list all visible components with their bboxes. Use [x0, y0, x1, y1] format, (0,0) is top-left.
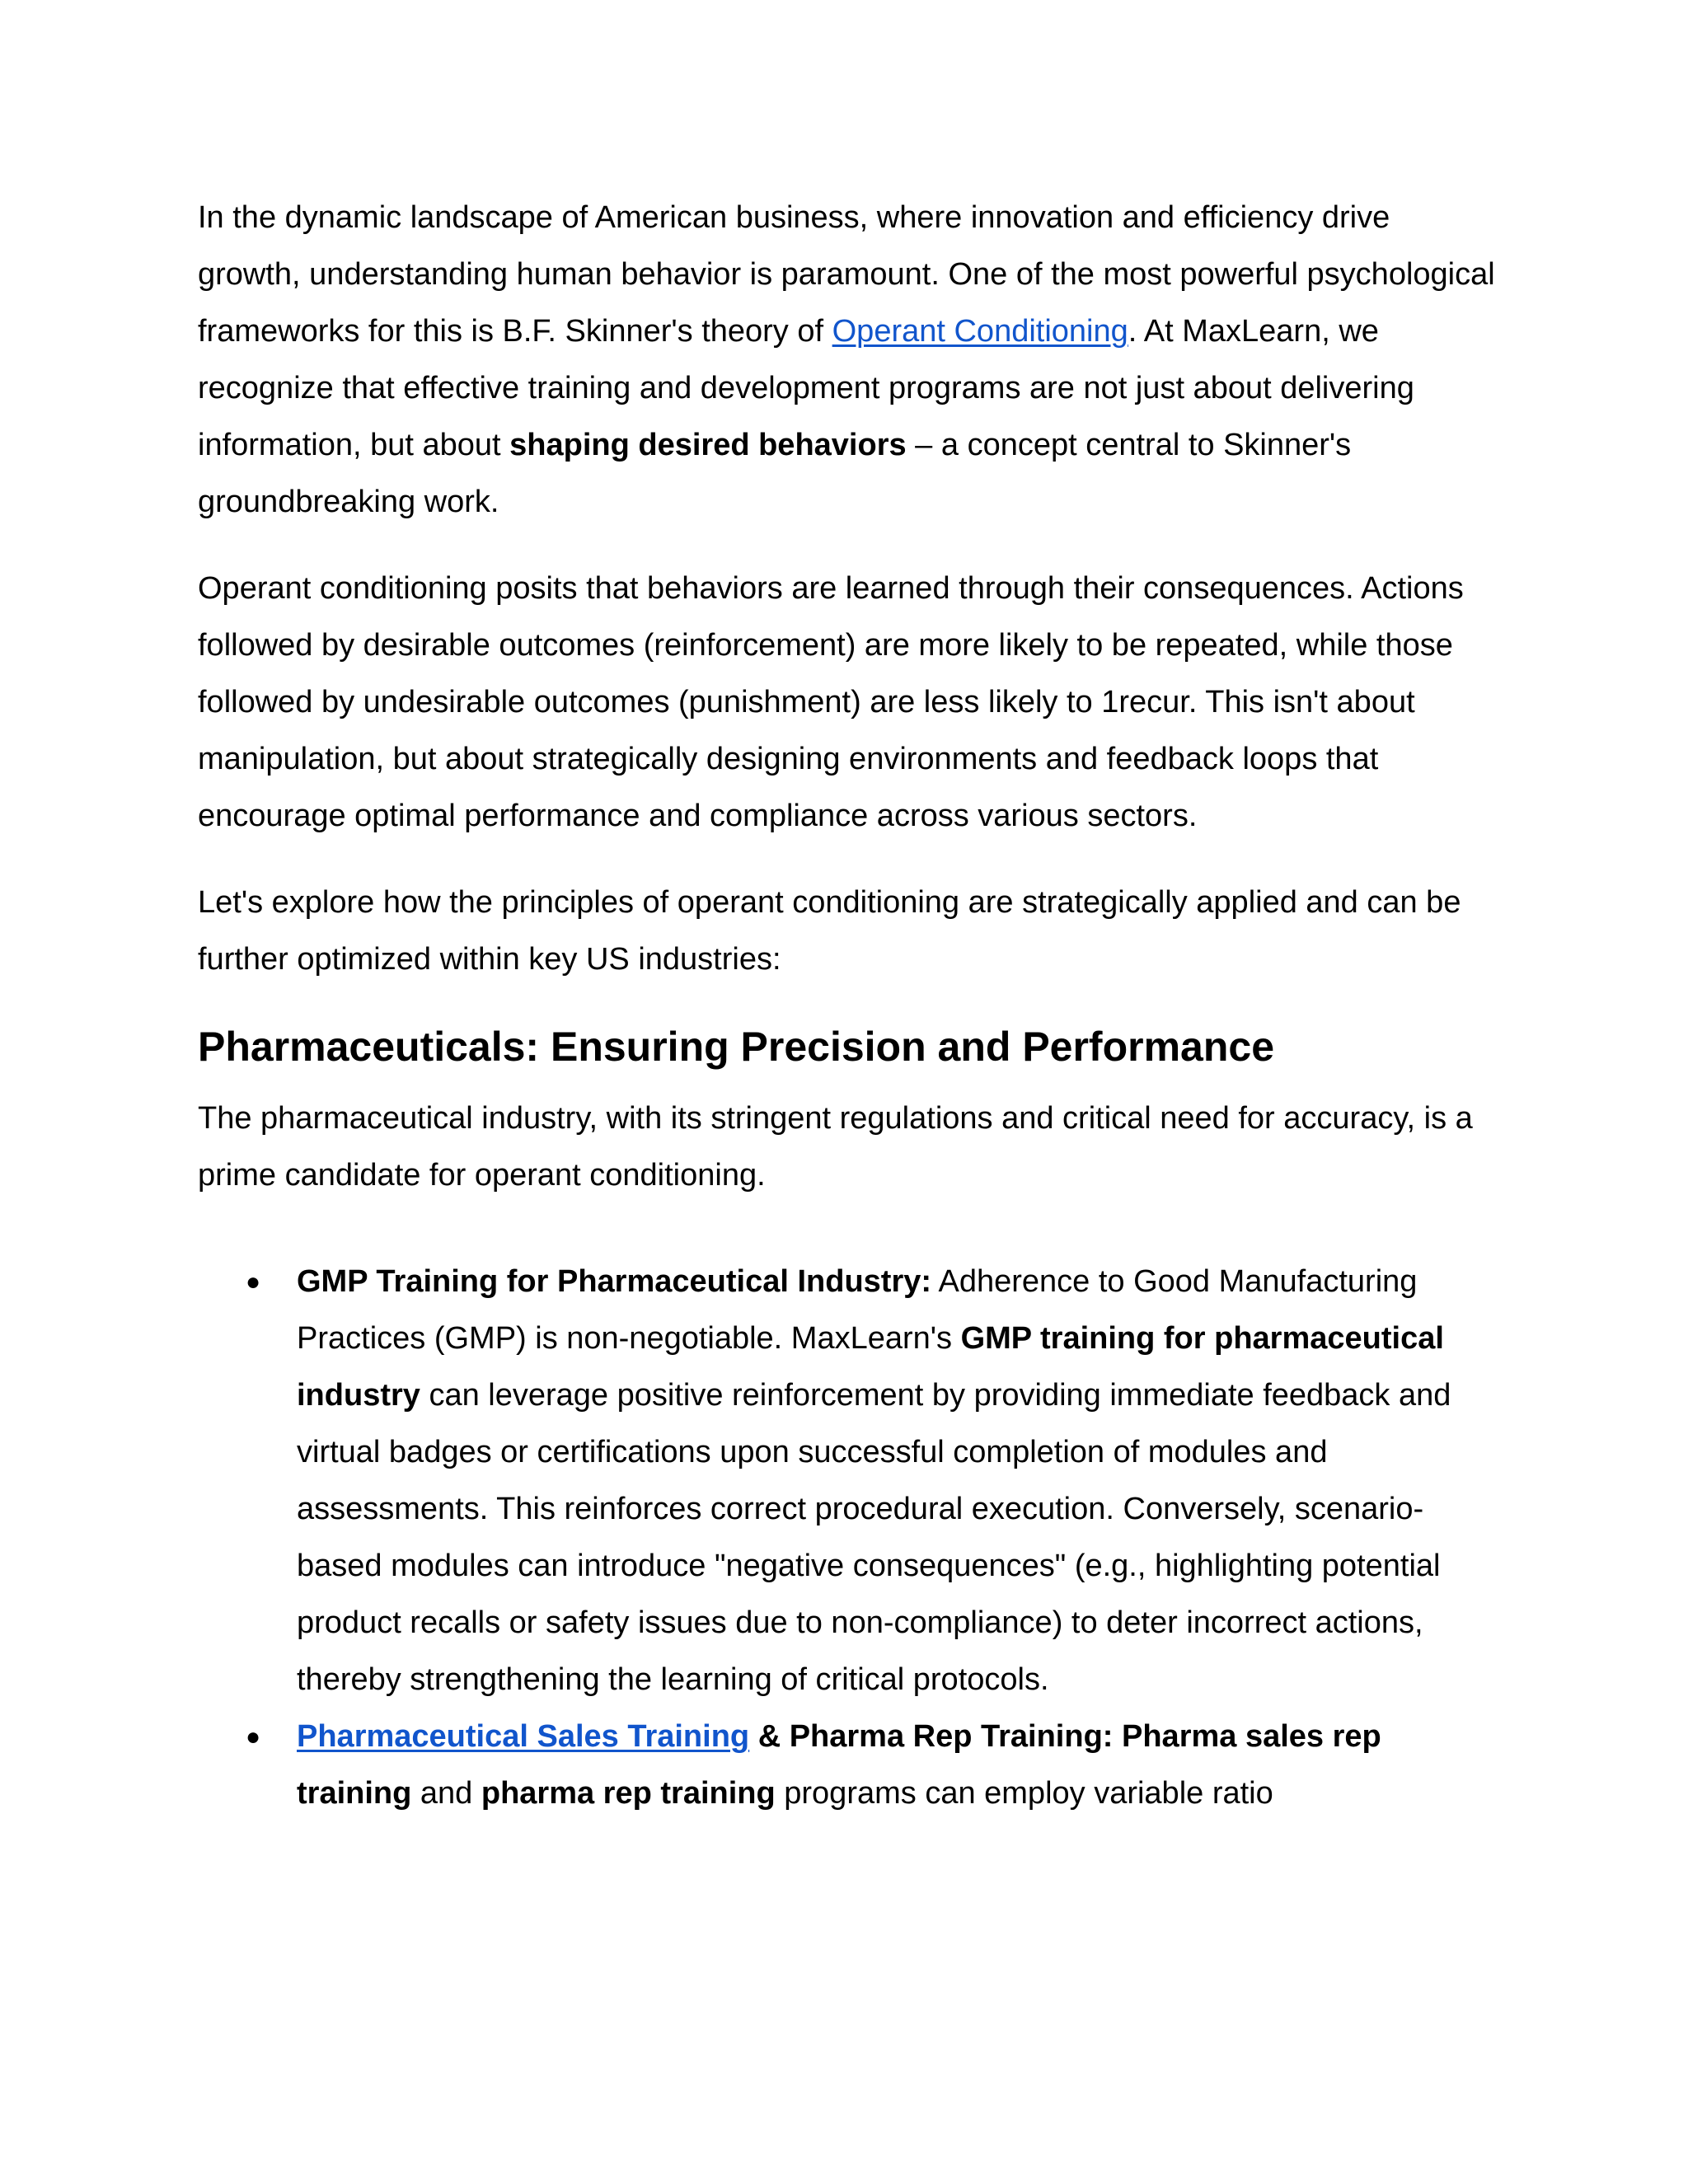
- intro-paragraph-2: Operant conditioning posits that behaviors are learned through their consequences. Actions followed by desirable outcomes (reinforcement) are more likely to be repeated, while those followed by undesirable outcomes (punishment) are less likely to 1recur. This isn't about manipulation, but about strategically designing environments and feedback loops that encourage optimal performance and compliance across various sectors.: [198, 571, 1464, 833]
- bullet-marker: ●: [246, 1268, 261, 1296]
- intro-text-c: – a concept central to Skinner's groundbreaking work.: [198, 428, 1352, 519]
- item2-text-d: programs can employ variable ratio: [775, 1776, 1273, 1811]
- list-item: [198, 1708, 1500, 1822]
- item1-text-a: Adherence to Good Manufacturing Practices (GMP) is non-negotiable. MaxLearn's: [297, 1264, 1418, 1356]
- item2-bold-a: & Pharma Rep Training: Pharma sales rep training: [297, 1719, 1381, 1811]
- intro-text-a: In the dynamic landscape of American business, where innovation and efficiency drive growth, understanding human behavior is paramount. One of the most powerful psychological frameworks for this is B.F. Skinner's theory of: [198, 200, 1495, 349]
- intro-paragraph-3: Let's explore how the principles of operant conditioning are strategically applied and can be further optimized within key US industries:: [198, 885, 1461, 977]
- list-item: [198, 1254, 1500, 1708]
- item2-bold-c: pharma rep training: [481, 1776, 776, 1811]
- bullet-list: [198, 1254, 1500, 1822]
- item1-bold-title: GMP Training for Pharmaceutical Industry:: [297, 1264, 932, 1299]
- item1-text-c: can leverage positive reinforcement by providing immediate feedback and virtual badges or certifications upon successful completion of modules and assessments. This reinforces correct procedural execution. Conversely, scenario-based modules can introduce "negative consequences" (e.g., highlighting potential product recalls or safety issues due to non-compliance) to deter incorrect actions, thereby strengthening the learning of critical protocols.: [297, 1378, 1451, 1697]
- intro-paragraph-1: [198, 190, 1500, 531]
- document-page: [198, 190, 1500, 1822]
- item1-bold-b: GMP training for pharmaceutical industry: [297, 1321, 1444, 1413]
- intro-text-b: . At MaxLearn, we recognize that effective training and development programs are not just about delivering information, but about: [198, 314, 1414, 462]
- section-heading: Pharmaceuticals: Ensuring Precision and Performance: [198, 1024, 1275, 1070]
- bullet-marker: ●: [246, 1723, 261, 1750]
- pharmaceutical-sales-training-link[interactable]: Pharmaceutical Sales Training: [297, 1719, 750, 1754]
- operant-conditioning-link[interactable]: Operant Conditioning: [832, 314, 1128, 349]
- intro-bold-phrase: shaping desired behaviors: [509, 428, 907, 462]
- item2-text-b: and: [411, 1776, 481, 1811]
- section-intro-paragraph: The pharmaceutical industry, with its stringent regulations and critical need for accuracy, is a prime candidate for operant conditioning.: [198, 1101, 1473, 1193]
